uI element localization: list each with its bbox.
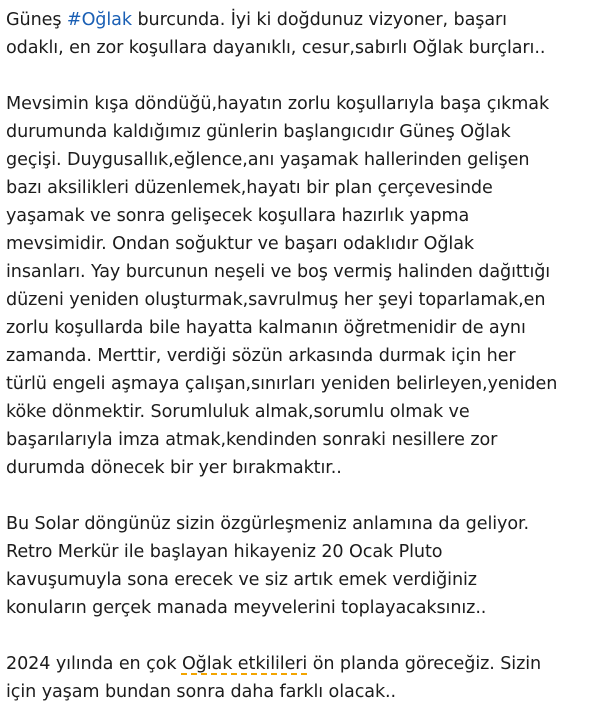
text-line: Retro Merkür ile başlayan hikayeniz 20 Ocak Pluto bbox=[6, 542, 443, 562]
text-fragment: 2024 yılında en çok bbox=[6, 654, 182, 674]
paragraph-description bbox=[6, 90, 598, 482]
text-line: için yaşam bundan sonra daha farklı olacak.. bbox=[6, 682, 397, 702]
text-line: yaşamak ve sonra gelişecek koşullara hazırlık yapma bbox=[6, 206, 470, 226]
text-line: zorlu koşullarda bile hayatta kalmanın öğretmenidir de aynı bbox=[6, 318, 526, 338]
text-line: Mevsimin kışa döndüğü,hayatın zorlu koşullarıyla başa çıkmak bbox=[6, 94, 550, 114]
text-line: geçişi. Duygusallık,eğlence,anı yaşamak hallerinden gelişen bbox=[6, 150, 530, 170]
text-line: düzeni yeniden oluşturmak,savrulmuş her şeyi toparlamak,en bbox=[6, 290, 546, 310]
text-fragment: Güneş bbox=[6, 10, 67, 30]
text-line: insanları. Yay burcunun neşeli ve boş vermiş halinden dağıttığı bbox=[6, 262, 551, 282]
text-line: köke dönmektir. Sorumluluk almak,sorumlu olmak ve bbox=[6, 402, 470, 422]
post-body bbox=[6, 6, 598, 706]
paragraph-solar-cycle bbox=[6, 510, 598, 622]
text-line: mevsimidir. Ondan soğuktur ve başarı odaklıdır Oğlak bbox=[6, 234, 474, 254]
text-line: zamanda. Merttir, verdiği sözün arkasında durmak için her bbox=[6, 346, 516, 366]
text-line: durumda dönecek bir yer bırakmaktır.. bbox=[6, 458, 342, 478]
text-line bbox=[6, 6, 598, 34]
paragraph-intro bbox=[6, 6, 598, 62]
highlighted-phrase[interactable]: Oğlak etkilileri bbox=[181, 654, 308, 674]
text-line: Bu Solar döngünüz sizin özgürleşmeniz anlamına da geliyor. bbox=[6, 514, 530, 534]
text-fragment: burcunda. İyi ki doğdunuz vizyoner, başarı bbox=[131, 10, 507, 30]
paragraph-2024 bbox=[6, 650, 598, 706]
text-line: bazı aksilikleri düzenlemek,hayatı bir plan çerçevesinde bbox=[6, 178, 493, 198]
text-line: odaklı, en zor koşullara dayanıklı, cesur,sabırlı Oğlak burçları.. bbox=[6, 38, 546, 58]
text-line: başarılarıyla imza atmak,kendinden sonraki nesillere zor bbox=[6, 430, 498, 450]
text-line: türlü engeli aşmaya çalışan,sınırları yeniden belirleyen,yeniden bbox=[6, 374, 558, 394]
hashtag-link[interactable]: #Oğlak bbox=[66, 10, 132, 30]
text-line bbox=[6, 650, 598, 678]
text-fragment: ön planda göreceğiz. Sizin bbox=[307, 654, 542, 674]
text-line: durumunda kaldığımız günlerin başlangıcıdır Güneş Oğlak bbox=[6, 122, 511, 142]
text-line: konuların gerçek manada meyvelerini toplayacaksınız.. bbox=[6, 598, 487, 618]
text-line: kavuşumuyla sona erecek ve siz artık emek verdiğiniz bbox=[6, 570, 477, 590]
